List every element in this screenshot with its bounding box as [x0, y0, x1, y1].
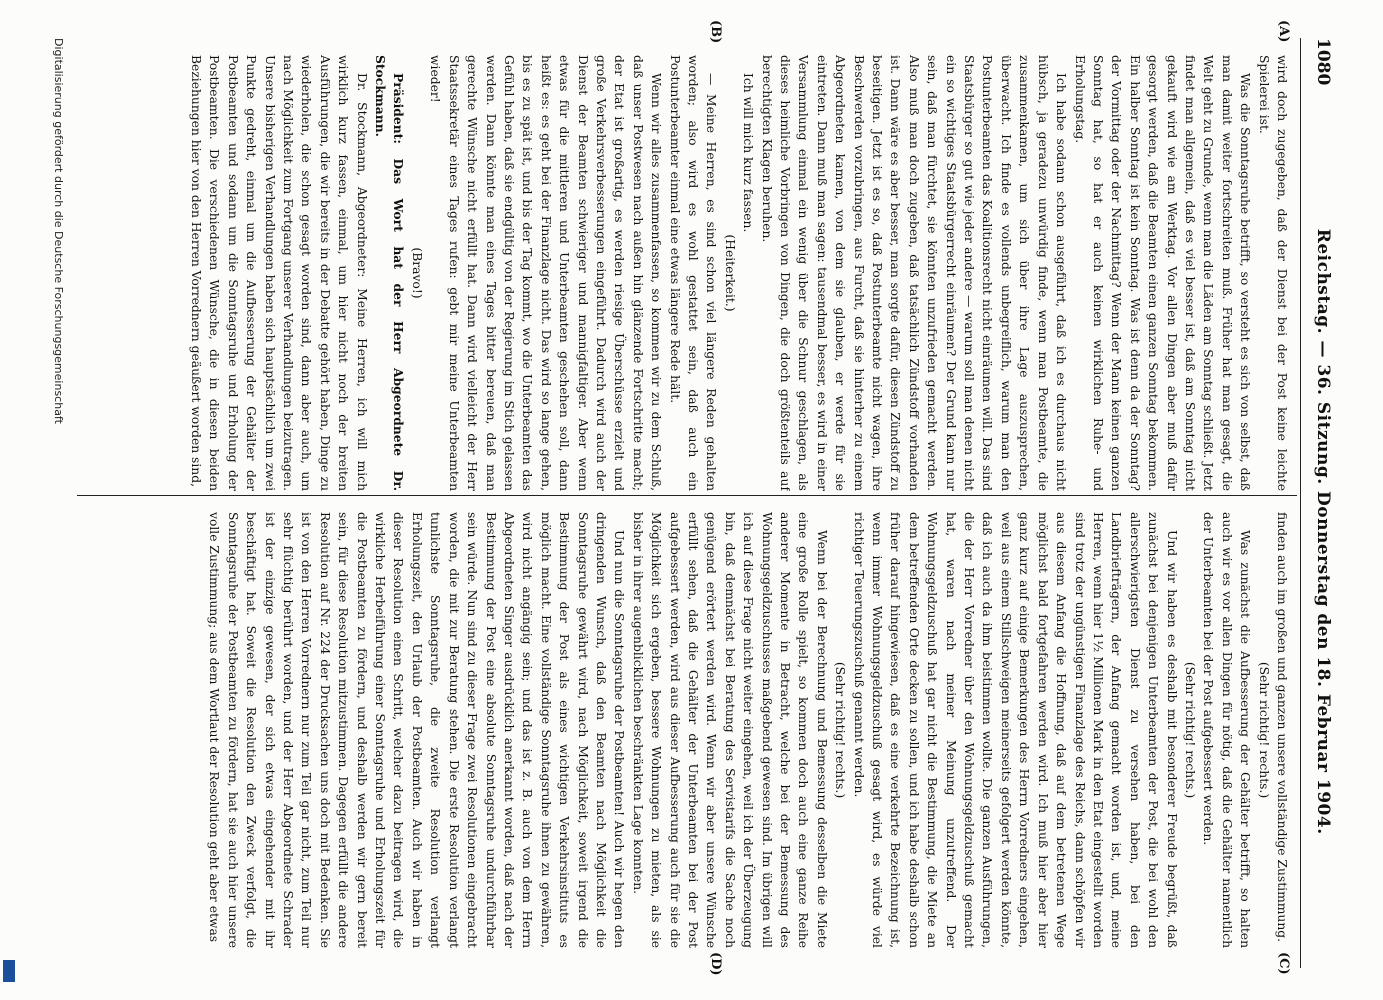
paragraph: Wenn wir alles zusammenfassen, so kommen wir zu dem Schluß, daß unser Postwesen nach außen hin glänzende Fortschritte macht; der Etat ist großartig, es werden riesige Überschüsse erzielt und große Verkehrsverbesserungen eingeführt. Dadurch wird auch der Dienst der Beamten schwieriger und mannigfaltiger. Aber wenn etwas für die mittleren und Unterbeamten geschehen soll, dann heißt es: es geht bei der Finanzlage nicht. Das wird so lange gehen, bis es zu spät ist, und bis der Tag kommt, wo die Unterbeamten das Gefühl haben, daß sie endgültig von der Regierung im Stich gelassen werden. Dann könnte man eines Tages bitter bereuen, daß man gerechte Wünsche nicht erfüllt hat. Dann wird vielleicht der Herr Staatssekretär eines Tages rufen: gebt mir meine Unterbeamten wieder! [428, 55, 664, 491]
margin-mark-d: (D) [708, 952, 723, 976]
header-rule [1300, 38, 1301, 968]
margin-mark-b: (B) [708, 20, 723, 44]
paragraph: Und nun die Sonntagsruhe der Postbeamten! Auch wir hegen den dringenden Wunsch, daß den Beamten nach Möglichkeit die Sonntagsruhe gewährt wird, nach Möglichkeit, soweit irgend die Bestimmung der Post als eines wichtigen Verkehrsinstituts es möglich macht. Eine vollständige Sonntagsruhe ihnen zu gewähren, wird nicht angängig sein; und das ist z. B. auch von dem Herrn Abgeordneten Singer ausdrücklich anerkannt worden, daß nach der Bestimmung der Post eine absolute Sonntagsruhe undurchführbar sein würde. Nun sind zu dieser Frage zwei Resolutionen eingebracht worden, die mit zur Beratung stehen. Die erste Resolution verlangt tunlichste Sonntagsruhe, die zweite Resolution verlangt Erholungszeit, den Urlaub der Postbeamten. Auch wir haben in dieser Resolution einen Schritt, welcher dazu beitragen wird, die wirkliche Herbeiführung einer Sonntagsruhe und Erholungszeit für die Postbeamten zu fördern, und deshalb werden wir gern bereit sein, für diese Resolution mitzustimmen. Dagegen erfüllt die andere Resolution auf Nr. 224 der Drucksachen uns doch mit Bedenken. Sie ist von den Herren Vorrednern nur zum Teil gar nicht, zum Teil nur sehr flüchtig berührt worden, und der Herr Abgeordnete Schrader ist der einzige gewesen, der sich etwas eingehender mit ihr beschäftigt hat. Soweit die Resolution den Zweck verfolgt, die Sonntagsruhe der Postbeamten zu fördern, hat sie auch hier unsere volle Zustimmung; aus dem Wortlaut der Resolution geht aber etwas [207, 512, 627, 948]
paragraph: Was die Sonntagsruhe betrifft, so versteht es sich von selbst, daß man damit weiter fortschreiten muß. Früher hat man gesagt, die Welt geht zu Grunde, wenn man die Läden am Sonntag schließt. Jetzt findet man allgemein, daß es viel besser ist, daß am Sonntag nicht gekauft wird wie am Werktag. Vor allen Dingen aber muß dafür gesorgt werden, daß die Beamten einen ganzen Sonntag bekommen. Ein halber Sonntag ist kein Sonntag. Was ist denn da der Sonntag? der Vormittag oder der Nachmittag? Wenn der Mann keinen ganzen Sonntag hat, so hat er auch keinen wirklichen Ruhe- und Erholungstag. [1072, 55, 1253, 491]
interjection: (Bravo!) [409, 247, 424, 299]
paragraph: wird doch zugegeben, daß der Dienst bei der Post keine leichte Spielerei ist. [1256, 55, 1289, 491]
dfg-logo [3, 960, 15, 982]
page-header [1303, 38, 1343, 978]
paragraph: Dr. Stockmann, Abgeordneter: Meine Herren, ich will mich wirklich kurz fassen, einmal, um hier nicht noch der breiten Ausführungen, die wir bereits in der Debatte gehört haben, Dinge zu wiederholen, die schon gesagt worden sind, dann aber auch, um nach Möglichkeit zum Fortgang unserer Verhandlungen beizutragen. Unsere bisherigen Verhandlungen haben sich hauptsächlich um zwei Punkte gedreht, einmal um die Aufbesserung der Gehälter der Postbeamten und sodann um die Sonntagsruhe und Erholung der Postbeamten. Die verschiedenen Wünsche, die in diesen beiden Beziehungen hier von den Herren Vorrednern geäußert worden sind, [189, 55, 369, 491]
column-divider [77, 495, 1297, 496]
paragraph: Was zunächst die Aufbesserung der Gehälter betrifft, so halten auch wir es vor allen Dingen für nötig, daß die Gehälter namentlich der Unterbeamten bei der Post aufgebessert werden. [1201, 512, 1253, 948]
margin-mark-a: (A) [1276, 20, 1291, 43]
paragraph: Und wir haben es deshalb mit besonderer Freude begrüßt, daß zunächst bei denjenigen Unterbeamten der Post, die bei wohl den allerschwierigsten Dienst zu versehen haben, bei den Landbriefträgern, der Anfang gemacht worden ist, und, meine Herren, wenn hier 1½ Millionen Mark in den Etat eingestellt worden sind trotz der ungünstigen Finanzlage des Reichs, dann schöpfen wir aus diesem Anfang die Hoffnung, daß auf dem betretenen Wege möglichst bald fortgefahren werden wird. Ich muß hier aber hier ganz kurz auf einige Bemerkungen des Herrn Vorredners eingehen, weil aus einem Stillschweigen meinerseits gefolgert werden könnte, daß ich auch da ihm beistimmen wollte. Die ganzen Ausführungen, die der Herr Vorredner über den Wohnungsgeldzuschuß gemacht hat, waren nach meiner Meinung unzutreffend. Der Wohnungsgeldzuschuß hat gar nicht die Bestimmung, die Miete an dem betreffenden Orte decken zu sollen, und ich habe deshalb schon früher darauf hingewiesen, daß es eine verkehrte Bezeichnung ist, wenn immer Wohnungsgeldzuschuß gesagt wird, es würde viel richtiger Teuerungszuschuß genannt werden. [851, 512, 1179, 948]
paragraph: Wenn bei der Berechnung und Bemessung desselben die Miete eine große Rolle spielt, so kommen doch auch eine ganze Reihe anderer Momente in Betracht, welche bei der Bemessung des Wohnungsgeldzuschusses maßgebend gewesen sind. Im übrigen will ich auf diese Frage nicht weiter eingehen, weil ich der Überzeugung bin, daß demnächst bei Beratung des Servistarifs die Sache noch genügend erörtert werden wird. Wenn wir aber unsere Wünsche erfüllt sehen, daß die Gehälter der Unterbeamten bei der Post aufgebessert werden, wird aus dieser Aufbesserung auch für sie die Möglichkeit sich ergeben, bessere Wohnungen zu mieten, als sie bisher in ihrer augenblicklichen beschränkten Lage konnten. [630, 512, 829, 948]
paragraph: finden auch im großen und ganzen unsere vollständige Zustimmung. [1275, 512, 1289, 943]
page-running-title: Reichstag. — 36. Sitzung. Donnerstag den 18. Februar 1904. [1313, 228, 1333, 835]
interjection: (Heiterkeit.) [722, 234, 737, 312]
paragraph: Ich habe sodann schon ausgeführt, daß ich es durchaus nicht hübsch, ja geradezu unwürdig finde, wenn man Postbeamte, die zusammenkamen, um sich über ihre Lage auszusprechen, überwacht. Ich finde es vollends unbegreiflich, warum man den Postunterbeamten das Koalitionsrecht nicht einräumen will. Das sind Staatsbürger so gut wie jeder andere — warum soll man denen nicht ein so wichtiges Staatsbürgerrecht einräumen? Der Grund kann nur sein, daß man fürchtet, sie könnten unzufrieden gemacht werden. Also muß man doch zugeben, daß tatsächlich Zündstoff vorhanden ist. Dann wäre es aber besser, man sorgte dafür, diesen Zündstoff zu beseitigen. Jetzt ist es so, daß Postunterbeamte nicht wagen, ihre Beschwerden vorzubringen, aus Furcht, daß sie hinterher zu einem Abgeordneten kamen, von dem sie glauben, er werde für sie eintreten. Dann muß man sagen: tausendmal besser, es wird in einer Versammlung einmal ein wenig über die Schnur geschlagen, als dieses heimliche Vorbringen von Dingen, die doch größtenteils auf berechtigten Klagen beruhen. [759, 55, 1069, 491]
paragraph: Ich will mich kurz fassen. [741, 73, 756, 233]
interjection: (Sehr richtig! rechts.) [1182, 661, 1197, 799]
right-column [81, 512, 1291, 948]
page-number: 1080 [1313, 38, 1333, 86]
interjection: (Sehr richtig! rechts.) [833, 661, 848, 799]
interjection: (Sehr richtig! rechts.) [1256, 661, 1271, 799]
speaker-announcement: Präsident: Das Wort hat der Herr Abgeordnete Dr. Stockmann. [373, 55, 407, 491]
margin-mark-c: (C) [1276, 952, 1291, 975]
digitization-note: Digitalisierung gefördert durch die Deutsche Forschungsgemeinschaft [52, 38, 65, 424]
paragraph: — Meine Herren, es sind schon viel längere Reden gehalten worden; also wird es wohl gestattet sein, daß auch ein Postunterbeamter einmal eine etwas längere Rede hält. [667, 55, 719, 491]
left-column [81, 55, 1291, 491]
